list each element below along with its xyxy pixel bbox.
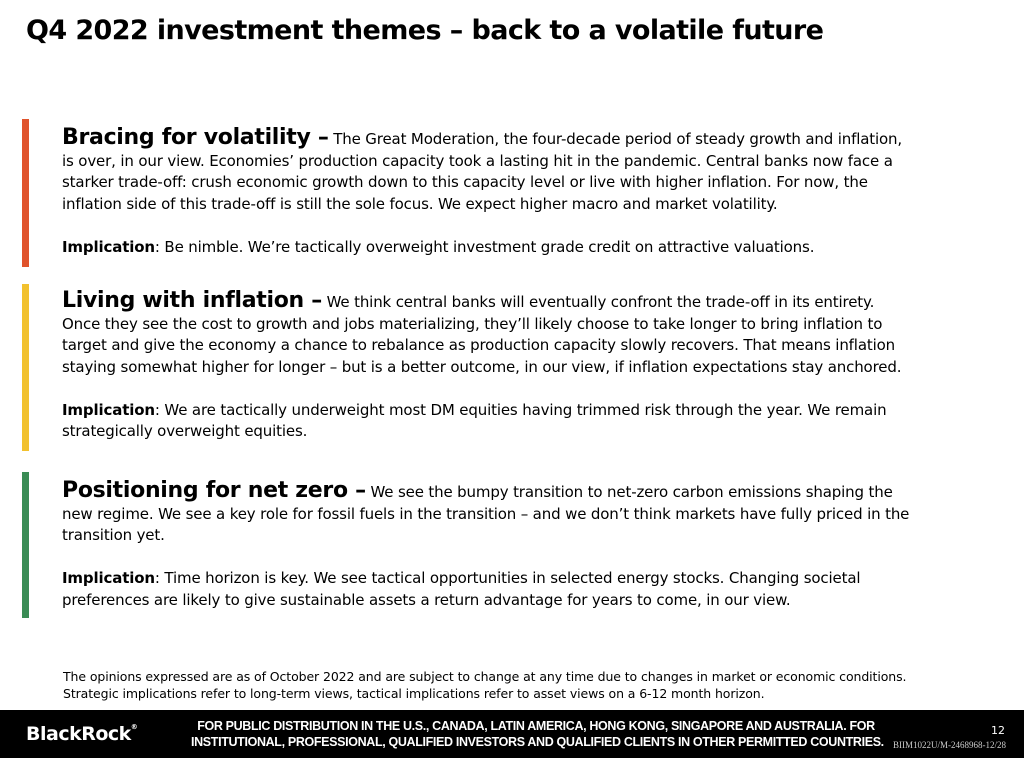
- theme-line: is over, in our view. Economies’ production capacity took a lasting hit in the pandemic. Central banks now face a: [62, 151, 893, 170]
- theme-line: We think central banks will eventually confront the trade-off in its entirety.: [321, 293, 875, 311]
- theme-text: [62, 480, 992, 547]
- theme-line: new regime. We see a key role for fossil fuels in the transition – and we don’t think markets have fully priced in the: [62, 504, 910, 523]
- implication-line: strategically overweight equities.: [62, 422, 308, 440]
- disclaimer: [63, 668, 1013, 702]
- theme-bracing-for-volatility: [22, 119, 1002, 267]
- theme-line: starker trade-off: crush economic growth down to this capacity level or live with higher inflation. For now, the: [62, 173, 868, 191]
- theme-line: staying somewhat higher for longer – but is a better outcome, in our view, if inflation expectations stay anchored.: [62, 357, 902, 376]
- implication-label: Implication: [62, 237, 155, 256]
- theme-positioning-for-net-zero: [22, 472, 1002, 618]
- implication-label: Implication: [62, 400, 155, 419]
- logo-registered-mark: ®: [130, 723, 138, 731]
- theme-line: We see the bumpy transition to net-zero carbon emissions shaping the: [365, 483, 893, 501]
- theme-color-bar: [22, 284, 29, 451]
- theme-living-with-inflation: [22, 284, 1002, 451]
- distribution-notice: [191, 718, 884, 750]
- implication-line: : We are tactically underweight most DM equities having trimmed risk through the year. We remain: [154, 400, 887, 419]
- logo-text: BlackRock: [26, 723, 131, 745]
- theme-heading: Positioning for net zero –: [62, 478, 366, 503]
- theme-implication: [62, 237, 992, 259]
- page-title: Q4 2022 investment themes – back to a volatile future: [26, 15, 824, 46]
- theme-line: The Great Moderation, the four-decade period of steady growth and inflation,: [328, 130, 903, 148]
- implication-label: Implication: [62, 569, 155, 587]
- page-number: 12: [991, 724, 1005, 737]
- distribution-line: FOR PUBLIC DISTRIBUTION IN THE U.S., CANADA, LATIN AMERICA, HONG KONG, SINGAPORE AND AUSTRALIA. FOR: [197, 719, 875, 733]
- theme-line: transition yet.: [62, 526, 165, 544]
- implication-line: : Be nimble. We’re tactically overweight investment grade credit on attractive valuations.: [154, 237, 815, 256]
- theme-heading: Bracing for volatility –: [62, 125, 329, 150]
- theme-text: [62, 290, 992, 378]
- distribution-line: INSTITUTIONAL, PROFESSIONAL, QUALIFIED INVESTORS AND QUALIFIED CLIENTS IN OTHER PERMITTED COUNTRIES.: [191, 735, 884, 749]
- theme-color-bar: [22, 119, 29, 267]
- theme-text: [62, 127, 992, 215]
- blackrock-logo: [26, 723, 137, 745]
- theme-line: Once they see the cost to growth and jobs materializing, they’ll likely choose to take longer to bring inflation to: [62, 314, 883, 333]
- footer: [0, 710, 1024, 758]
- theme-line: inflation side of this trade-off is still the sole focus. We expect higher macro and market volatility.: [62, 194, 778, 213]
- theme-implication: [62, 400, 992, 443]
- theme-implication: [62, 568, 992, 611]
- document-code: BIIM1022U/M-2468968-12/28: [893, 740, 1006, 750]
- theme-color-bar: [22, 472, 29, 618]
- implication-line: preferences are likely to give sustainable assets a return advantage for years to come, in our view.: [62, 590, 791, 609]
- theme-heading: Living with inflation –: [62, 288, 322, 313]
- implication-line: : Time horizon is key. We see tactical opportunities in selected energy stocks. Changing societal: [154, 569, 861, 587]
- disclaimer-line: Strategic implications refer to long-term views, tactical implications refer to asset views on a 6-12 month horizon.: [63, 686, 765, 701]
- theme-line: target and give the economy a chance to rebalance as production capacity slowly recovers. That means inflation: [62, 336, 895, 354]
- disclaimer-line: The opinions expressed are as of October 2022 and are subject to change at any time due to changes in market or economic conditions.: [63, 669, 907, 684]
